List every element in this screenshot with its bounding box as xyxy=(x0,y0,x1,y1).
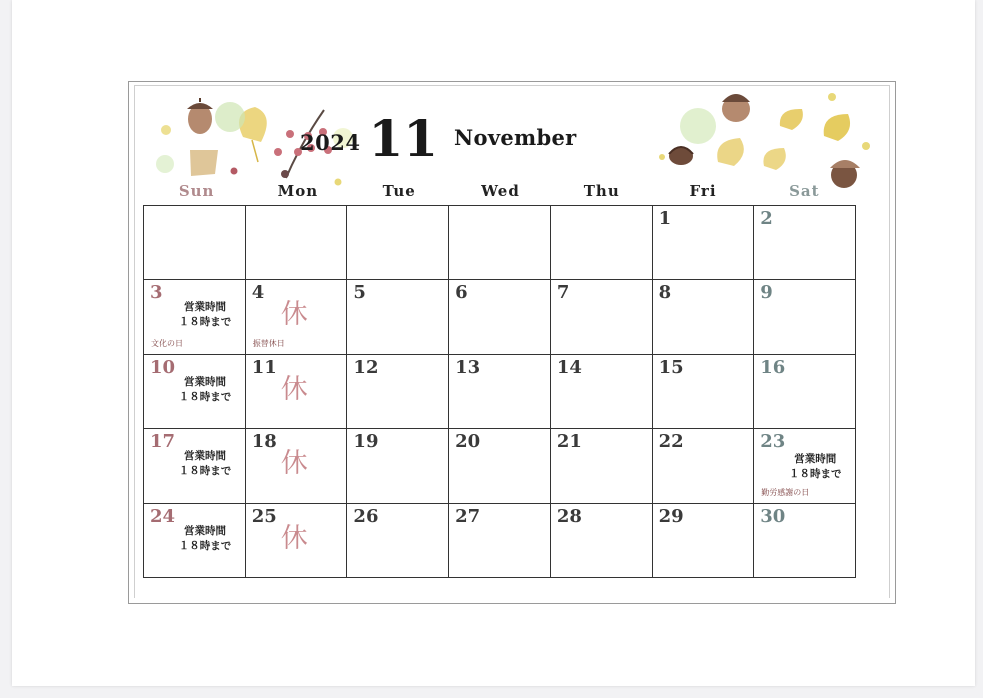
day-number: 6 xyxy=(455,282,468,304)
day-number: 30 xyxy=(760,505,786,527)
hours-line-2: １８時まで xyxy=(178,465,232,478)
day-cell xyxy=(246,504,348,578)
day-cell xyxy=(144,504,246,578)
day-number: 19 xyxy=(353,431,379,453)
weekday-fri: Fri xyxy=(689,182,717,200)
day-cell xyxy=(754,280,856,354)
day-number: 16 xyxy=(760,356,786,378)
day-number: 12 xyxy=(353,356,379,378)
day-cell xyxy=(449,280,551,354)
day-number: 23 xyxy=(760,431,786,453)
closed-mark: 休 xyxy=(280,448,308,480)
weekday-thu: Thu xyxy=(583,182,620,200)
day-number: 5 xyxy=(353,282,366,304)
day-number: 18 xyxy=(251,431,277,453)
day-cell xyxy=(754,355,856,429)
day-cell xyxy=(347,280,449,354)
day-cell xyxy=(246,355,348,429)
day-number: 25 xyxy=(251,505,277,527)
month-number: 11 xyxy=(368,109,439,168)
day-cell xyxy=(754,206,856,280)
day-cell xyxy=(653,355,755,429)
calendar-title xyxy=(300,109,577,168)
hours-line-2: １８時まで xyxy=(178,539,232,552)
holiday-name: 勤労感謝の日 xyxy=(761,487,810,497)
month-name: November xyxy=(454,125,577,150)
day-cell xyxy=(449,355,551,429)
holiday-name: 振替休日 xyxy=(252,338,285,348)
day-cell xyxy=(653,504,755,578)
empty-day-cell xyxy=(449,206,551,280)
hours-line-1: 営業時間 xyxy=(184,450,226,463)
day-number: 1 xyxy=(658,208,672,229)
day-number: 29 xyxy=(658,505,684,527)
day-cell xyxy=(449,504,551,578)
day-number: 8 xyxy=(658,282,672,304)
business-hours-note xyxy=(780,452,850,482)
hours-line-1: 営業時間 xyxy=(184,301,226,314)
day-cell xyxy=(347,429,449,503)
day-number: 15 xyxy=(658,356,684,378)
day-number: 9 xyxy=(760,282,773,304)
empty-day-cell xyxy=(347,206,449,280)
hours-line-2: １８時まで xyxy=(178,316,232,329)
day-cell xyxy=(653,206,755,280)
hours-line-2: １８時まで xyxy=(789,468,842,481)
business-hours-note xyxy=(170,449,240,479)
hours-line-2: １８時まで xyxy=(178,390,232,403)
day-number: 4 xyxy=(251,282,265,304)
year-label: 2024 xyxy=(300,130,361,155)
closed-mark: 休 xyxy=(280,373,308,405)
business-hours-note xyxy=(170,524,240,554)
day-number: 17 xyxy=(150,431,176,453)
day-cell xyxy=(653,429,755,503)
day-cell xyxy=(144,355,246,429)
empty-day-cell xyxy=(246,206,348,280)
day-cell xyxy=(551,280,653,354)
calendar-grid xyxy=(143,205,856,578)
day-cell xyxy=(347,504,449,578)
closed-mark: 休 xyxy=(280,299,308,331)
day-number: 22 xyxy=(658,431,684,453)
empty-day-cell xyxy=(144,206,246,280)
weekday-mon: Mon xyxy=(277,182,319,200)
day-number: 11 xyxy=(251,356,277,378)
day-number: 26 xyxy=(353,505,379,527)
day-number: 21 xyxy=(556,431,582,453)
day-cell xyxy=(144,280,246,354)
weekday-tue: Tue xyxy=(382,182,416,200)
empty-day-cell xyxy=(551,206,653,280)
weekday-sun: Sun xyxy=(178,182,215,200)
day-number: 24 xyxy=(150,505,176,527)
weekday-wed: Wed xyxy=(481,182,520,200)
acorn-icon xyxy=(187,98,213,134)
maple-leaf-icon xyxy=(190,150,218,176)
day-cell xyxy=(246,280,348,354)
day-number: 28 xyxy=(556,505,582,527)
day-number: 14 xyxy=(556,356,582,378)
day-cell xyxy=(754,429,856,503)
day-cell xyxy=(347,355,449,429)
day-number: 10 xyxy=(150,356,176,378)
business-hours-note xyxy=(170,375,240,405)
holiday-name: 文化の日 xyxy=(151,338,183,348)
acorn-icon xyxy=(722,94,750,122)
hours-line-1: 営業時間 xyxy=(184,524,226,537)
day-cell xyxy=(653,280,755,354)
day-cell xyxy=(551,429,653,503)
day-number: 2 xyxy=(760,208,773,229)
day-number: 20 xyxy=(455,431,481,453)
day-number: 13 xyxy=(455,356,481,378)
day-cell xyxy=(551,504,653,578)
day-cell xyxy=(551,355,653,429)
day-number: 7 xyxy=(556,282,570,304)
day-number: 3 xyxy=(150,282,163,304)
weekday-sat: Sat xyxy=(789,182,820,200)
day-cell xyxy=(144,429,246,503)
hours-line-1: 営業時間 xyxy=(794,453,837,466)
autumn-decoration-right xyxy=(656,84,881,194)
day-cell xyxy=(449,429,551,503)
business-hours-note xyxy=(170,300,240,330)
hours-line-1: 営業時間 xyxy=(184,375,226,388)
closed-mark: 休 xyxy=(280,522,308,554)
day-number: 27 xyxy=(455,505,481,527)
chestnut-icon xyxy=(669,147,693,165)
weekday-header xyxy=(146,182,855,202)
day-cell xyxy=(246,429,348,503)
day-cell xyxy=(754,504,856,578)
